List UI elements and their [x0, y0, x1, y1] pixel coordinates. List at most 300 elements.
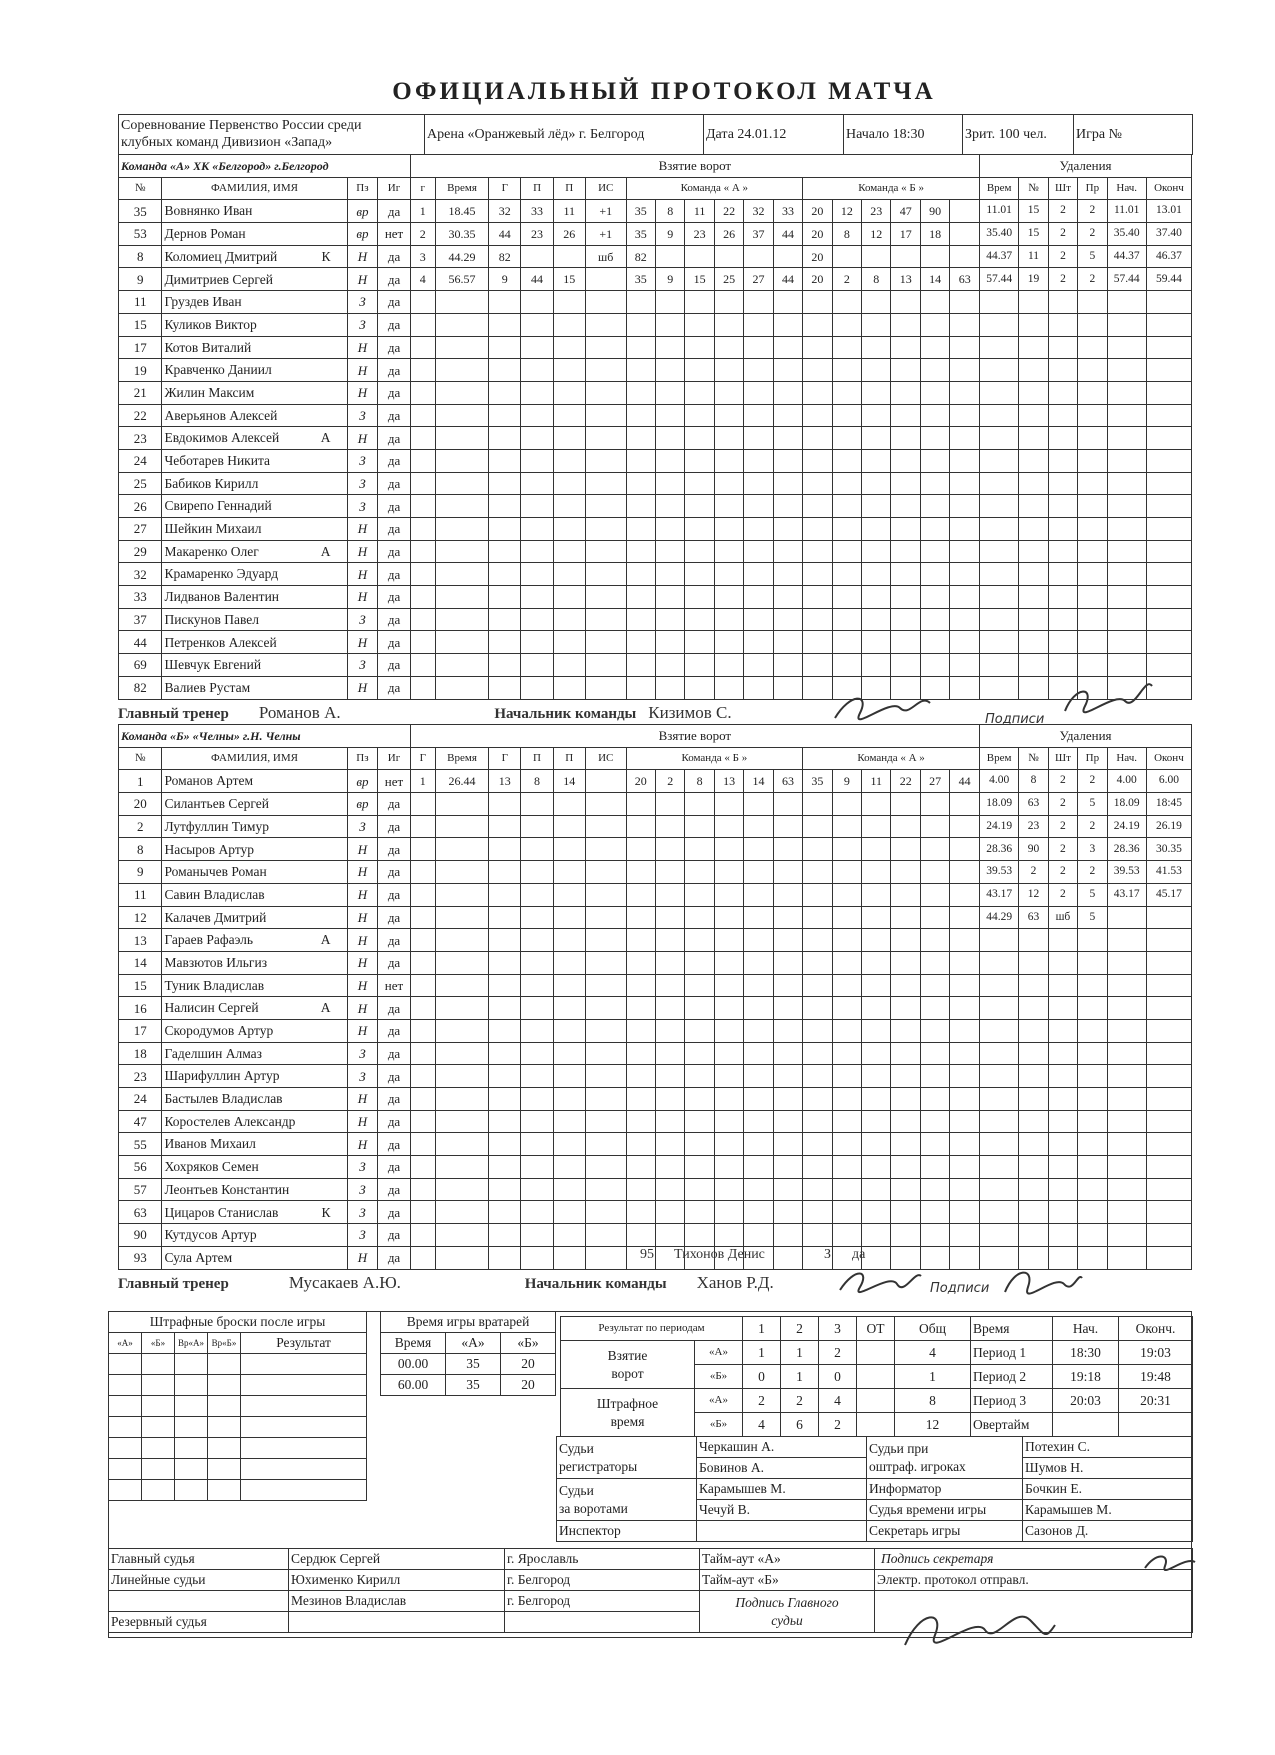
player-name — [162, 838, 347, 861]
player-number: 27 — [119, 518, 162, 541]
goal-cell — [862, 631, 891, 654]
goal-cell — [521, 1133, 553, 1156]
player-number: 69 — [119, 654, 162, 677]
goal-cell — [862, 906, 891, 929]
goal-cell — [521, 997, 553, 1020]
penalty-cell — [980, 676, 1019, 699]
linesman-1: Юхименко Кирилл — [289, 1570, 505, 1591]
penalty-cell — [1078, 404, 1107, 427]
player-row — [119, 518, 1192, 541]
penalty-cell: 39.53 — [980, 861, 1019, 884]
goal-cell — [714, 883, 743, 906]
penalty-cell — [1048, 427, 1077, 450]
goal-cell — [950, 1133, 980, 1156]
penalty-cell — [1078, 951, 1107, 974]
goal-cell — [950, 291, 980, 314]
goal-cell — [626, 974, 655, 997]
penalty-cell — [980, 427, 1019, 450]
goal-cell — [950, 404, 980, 427]
player-row — [119, 381, 1192, 404]
goal-cell — [891, 951, 920, 974]
player-position: Н — [347, 586, 378, 609]
goal-cell — [862, 1042, 891, 1065]
penalty-cell — [1107, 449, 1146, 472]
goal-cell — [744, 1201, 773, 1224]
goal-cell — [435, 997, 488, 1020]
goal-cell — [553, 974, 585, 997]
goal-cell: 56.57 — [435, 268, 488, 291]
goal-cell — [626, 336, 655, 359]
player-row — [119, 631, 1192, 654]
penalty-cell — [1048, 313, 1077, 336]
goal-cell: 12 — [862, 223, 891, 246]
penalties-header: Удаления — [980, 725, 1192, 748]
team-a-table — [118, 154, 1192, 700]
penalty-cell — [1019, 974, 1048, 997]
goalie-cell: 60.00 — [381, 1375, 446, 1396]
team-b-signatures-label: Подписи — [930, 1281, 990, 1296]
player-number: 21 — [119, 381, 162, 404]
penalty-cell: 59.44 — [1146, 268, 1191, 291]
goalie-col: Время — [381, 1333, 446, 1354]
goal-cell — [521, 815, 553, 838]
goal-cell — [655, 1133, 684, 1156]
goal-cell — [832, 793, 861, 816]
goal-cell: 30.35 — [435, 223, 488, 246]
goal-cell — [410, 1224, 435, 1247]
goal-cell: 1 — [410, 770, 435, 793]
penalty-cell — [1019, 518, 1048, 541]
goal-cell — [950, 1156, 980, 1179]
player-played: да — [378, 951, 410, 974]
goal-cell — [553, 359, 585, 382]
penalty-cell — [980, 997, 1019, 1020]
goal-cell — [521, 1042, 553, 1065]
goal-cell — [832, 631, 861, 654]
penalty-cell — [1107, 1178, 1146, 1201]
goal-cell — [744, 608, 773, 631]
player-name — [162, 540, 347, 563]
penalty-cell: 57.44 — [1107, 268, 1146, 291]
player-position: Н — [347, 974, 378, 997]
penalty-cell: 5 — [1078, 245, 1107, 268]
goal-cell — [950, 359, 980, 382]
goal-cell — [655, 518, 684, 541]
goal-cell — [803, 563, 832, 586]
player-position: Н — [347, 676, 378, 699]
shootouts-title: Штрафные броски после игры — [109, 1312, 367, 1333]
goal-cell — [920, 336, 949, 359]
goal-cell — [744, 883, 773, 906]
goal-cell — [489, 404, 521, 427]
match-header — [118, 114, 1193, 155]
goal-cell — [521, 404, 553, 427]
player-name-text: Скородумов Артур — [164, 1023, 274, 1039]
player-position: вр — [347, 223, 378, 246]
goal-cell: 11 — [553, 200, 585, 223]
shootouts-col: Вр«А» — [175, 1333, 208, 1354]
goal-cell — [920, 1088, 949, 1111]
player-name — [162, 815, 347, 838]
goal-cell — [655, 906, 684, 929]
penalty-cell: 2 — [1048, 223, 1077, 246]
goal-cell — [803, 997, 832, 1020]
goal-cell: 35 — [626, 200, 655, 223]
player-played: да — [378, 540, 410, 563]
penalties-header: Удаления — [980, 155, 1192, 178]
player-name — [162, 1178, 347, 1201]
penalty-cell — [1019, 1019, 1048, 1042]
goal-cell — [685, 449, 714, 472]
goal-cell — [832, 1133, 861, 1156]
penalty-cell — [1107, 495, 1146, 518]
goal-cell — [489, 906, 521, 929]
player-row — [119, 1110, 1192, 1133]
goal-cell — [553, 906, 585, 929]
player-name — [162, 586, 347, 609]
goals-header: Взятие ворот — [410, 725, 979, 748]
goal-cell — [489, 1224, 521, 1247]
goal-cell — [655, 793, 684, 816]
goal-cell: 20 — [626, 770, 655, 793]
goal-cell — [714, 495, 743, 518]
goal-cell — [832, 540, 861, 563]
goal-cell — [862, 449, 891, 472]
player-number: 13 — [119, 929, 162, 952]
penalty-cell — [1078, 1224, 1107, 1247]
player-row — [119, 997, 1192, 1020]
col-header: Пз — [347, 747, 378, 770]
goal-cell — [410, 472, 435, 495]
reg-judges-label: Судьи регистраторы — [557, 1437, 697, 1479]
player-played: да — [378, 1201, 410, 1224]
timekeeper-label: Судья времени игры — [867, 1500, 1023, 1521]
player-number: 23 — [119, 1065, 162, 1088]
player-position: Н — [347, 245, 378, 268]
goal-cell — [410, 1246, 435, 1269]
player-played: да — [378, 929, 410, 952]
goal-cell — [626, 472, 655, 495]
goal-cell — [920, 654, 949, 677]
main-referee-city: г. Ярославль — [505, 1549, 700, 1570]
penalty-cell: 23 — [1019, 815, 1048, 838]
goal-cell — [714, 291, 743, 314]
penalty-cell — [1019, 540, 1048, 563]
goal-cell — [744, 518, 773, 541]
goal-cell: 22 — [714, 200, 743, 223]
goal-cell — [489, 631, 521, 654]
player-position: Н — [347, 906, 378, 929]
goal-cell — [773, 883, 802, 906]
goal-cell — [773, 997, 802, 1020]
periods-col: ОТ — [857, 1317, 895, 1341]
goal-cell — [744, 472, 773, 495]
player-row — [119, 1088, 1192, 1111]
penalty-cell: 6.00 — [1146, 770, 1191, 793]
goal-cell: 20 — [803, 223, 832, 246]
penalty-cell — [1048, 540, 1077, 563]
penalty-cell — [980, 291, 1019, 314]
player-role: А — [320, 1000, 331, 1016]
penalty-cell — [1146, 336, 1191, 359]
goal-cell — [862, 974, 891, 997]
goal-cell — [950, 838, 980, 861]
goal-cell — [655, 676, 684, 699]
goal-cell: 8 — [685, 770, 714, 793]
goalie-cell: 35 — [446, 1375, 501, 1396]
pim-b-cell — [857, 1413, 895, 1437]
penalty-cell — [1107, 906, 1146, 929]
goal-cell — [832, 291, 861, 314]
goal-cell — [891, 540, 920, 563]
goal-cell: 9 — [655, 223, 684, 246]
goal-cell — [803, 906, 832, 929]
goal-cell — [585, 974, 626, 997]
goal-cell — [655, 495, 684, 518]
goal-cell — [410, 654, 435, 677]
goal-cell — [521, 313, 553, 336]
penalty-cell — [1048, 563, 1077, 586]
goal-cell — [714, 861, 743, 884]
goal-cell — [685, 540, 714, 563]
goal-cell — [773, 1110, 802, 1133]
goal-cell — [585, 929, 626, 952]
penalty-cell — [1146, 1246, 1191, 1269]
goal-cell — [489, 815, 521, 838]
player-row — [119, 223, 1192, 246]
goal-cell — [920, 472, 949, 495]
goal-cell: 9 — [489, 268, 521, 291]
goal-cell — [410, 631, 435, 654]
goal-cell — [832, 1088, 861, 1111]
goal-cell — [435, 1201, 488, 1224]
goal-cell — [920, 563, 949, 586]
player-name — [162, 1246, 347, 1269]
player-played: да — [378, 815, 410, 838]
team-a-staff: Главный тренер Романов А. Начальник команды Кизимов С. — [118, 703, 732, 722]
goal-cell — [553, 654, 585, 677]
goal-cell — [410, 793, 435, 816]
goal-cell — [685, 472, 714, 495]
goal-cell — [832, 815, 861, 838]
player-position: вр — [347, 200, 378, 223]
goal-cell — [521, 974, 553, 997]
goal-cell — [714, 1133, 743, 1156]
goal-cell — [435, 1178, 488, 1201]
goal-cell — [521, 336, 553, 359]
goal-cell — [773, 608, 802, 631]
goal-cell — [585, 608, 626, 631]
player-name — [162, 608, 347, 631]
goal-cell — [714, 1178, 743, 1201]
penalty-cell — [1019, 1201, 1048, 1224]
goal-cell — [489, 1042, 521, 1065]
goal-cell — [626, 586, 655, 609]
goal-cell — [862, 997, 891, 1020]
player-row — [119, 1019, 1192, 1042]
penalty-cell — [1146, 1065, 1191, 1088]
goal-cell — [553, 861, 585, 884]
team-b-second-signature — [1000, 1262, 1085, 1300]
player-name — [162, 495, 347, 518]
penalty-cell — [980, 929, 1019, 952]
penalty-cell: 2 — [1048, 883, 1077, 906]
period-label: Период 1 — [971, 1341, 1053, 1365]
penalty-cell: 2 — [1078, 223, 1107, 246]
goal-cell — [832, 336, 861, 359]
player-name — [162, 883, 347, 906]
penalty-cell — [1107, 1133, 1146, 1156]
player-role: А — [320, 932, 331, 948]
penalty-cell: 18.09 — [1107, 793, 1146, 816]
player-row — [119, 654, 1192, 677]
player-number: 56 — [119, 1156, 162, 1179]
penalty-cell — [1019, 1178, 1048, 1201]
goal-cell — [891, 1065, 920, 1088]
goal-cell — [891, 654, 920, 677]
goal-cell — [489, 883, 521, 906]
goal-cell — [773, 245, 802, 268]
player-name-text: Кравченко Даниил — [164, 362, 272, 378]
penalty-cell — [1146, 495, 1191, 518]
col-header: Нач. — [1107, 747, 1146, 770]
goal-cell — [435, 676, 488, 699]
col-header: П — [521, 177, 553, 200]
goal-cell — [891, 1110, 920, 1133]
penalty-cell — [1019, 1065, 1048, 1088]
goal-cell — [489, 1065, 521, 1088]
goal-cell: 2 — [410, 223, 435, 246]
penalty-cell — [1048, 381, 1077, 404]
goal-cell — [950, 427, 980, 450]
penalty-cell: 30.35 — [1146, 838, 1191, 861]
penalty-cell — [1146, 1019, 1191, 1042]
player-position: З — [347, 495, 378, 518]
goal-cell — [435, 929, 488, 952]
match-date: Дата 24.01.12 — [704, 115, 844, 155]
penalty-cell: 4.00 — [980, 770, 1019, 793]
goal-cell — [832, 997, 861, 1020]
col-header: Шт — [1048, 747, 1077, 770]
player-played: да — [378, 793, 410, 816]
shootouts-result-label: Результат — [241, 1333, 367, 1354]
goal-cell — [655, 1088, 684, 1111]
penalty-cell: 57.44 — [980, 268, 1019, 291]
goal-cell — [920, 815, 949, 838]
goal-cell — [553, 1088, 585, 1111]
goal-judges-label: Судьи за воротами — [557, 1479, 697, 1521]
goal-cell — [714, 1224, 743, 1247]
goal-cell — [685, 1042, 714, 1065]
goal-cell — [891, 1224, 920, 1247]
goal-cell — [585, 883, 626, 906]
player-position: Н — [347, 268, 378, 291]
goal-cell: 32 — [744, 200, 773, 223]
player-played: да — [378, 906, 410, 929]
goal-cell — [410, 381, 435, 404]
team-title: Команда «Б» «Челны» г.Н. Челны — [119, 725, 411, 748]
goal-cell — [553, 1246, 585, 1269]
player-name — [162, 291, 347, 314]
player-name — [162, 1019, 347, 1042]
goal-cell — [862, 883, 891, 906]
player-played: да — [378, 676, 410, 699]
goal-cell — [626, 313, 655, 336]
penalty-cell — [1107, 381, 1146, 404]
player-row — [119, 563, 1192, 586]
penalty-cell — [980, 472, 1019, 495]
penalty-cell — [1107, 1246, 1146, 1269]
goal-cell — [773, 313, 802, 336]
goal-cell — [685, 838, 714, 861]
penalty-cell — [1146, 929, 1191, 952]
goal-cell — [410, 929, 435, 952]
goal-cell — [803, 427, 832, 450]
col-header: Время — [435, 177, 488, 200]
goal-cell — [435, 838, 488, 861]
player-number: 15 — [119, 313, 162, 336]
goal-cell — [685, 1088, 714, 1111]
col-header: Шт — [1048, 177, 1077, 200]
goal-cell — [744, 906, 773, 929]
periods-col: 3 — [819, 1317, 857, 1341]
period-label: Период 3 — [971, 1389, 1053, 1413]
penalty-cell — [1146, 540, 1191, 563]
player-position: Н — [347, 997, 378, 1020]
penalty-cell — [1107, 1201, 1146, 1224]
penalty-cell — [1146, 313, 1191, 336]
penalty-cell — [1048, 291, 1077, 314]
team-b-label: «Б» — [695, 1365, 743, 1389]
player-played: да — [378, 1065, 410, 1088]
goal-cell: 82 — [489, 245, 521, 268]
goal-cell: 44 — [950, 770, 980, 793]
goal-cell — [950, 336, 980, 359]
goal-cell — [920, 861, 949, 884]
penalty-cell — [1146, 472, 1191, 495]
goal-cell: 9 — [832, 770, 861, 793]
goal-cell — [744, 449, 773, 472]
reg-judge-a: Черкашин А. — [697, 1437, 867, 1458]
penalty-cell — [1107, 359, 1146, 382]
goal-cell — [553, 495, 585, 518]
goal-cell — [585, 427, 626, 450]
penalty-cell — [1107, 472, 1146, 495]
periods-col: 2 — [781, 1317, 819, 1341]
player-position: З — [347, 1156, 378, 1179]
goal-cell — [435, 449, 488, 472]
player-name — [162, 313, 347, 336]
goal-cell: 11 — [862, 770, 891, 793]
penalty-cell: 18.09 — [980, 793, 1019, 816]
goal-cell — [585, 1110, 626, 1133]
player-played: да — [378, 654, 410, 677]
penalty-cell — [1146, 404, 1191, 427]
player-name-text: Калачев Дмитрий — [164, 909, 267, 925]
penalty-cell: 15 — [1019, 223, 1048, 246]
goal-cell — [950, 200, 980, 223]
goal-cell — [655, 472, 684, 495]
goal-cell — [920, 381, 949, 404]
goal-cell — [832, 427, 861, 450]
player-name-text: Груздев Иван — [164, 294, 242, 310]
goal-cell — [773, 495, 802, 518]
penalty-cell — [980, 1088, 1019, 1111]
goal-cell — [744, 1156, 773, 1179]
goal-cell — [521, 654, 553, 677]
col-header: ФАМИЛИЯ, ИМЯ — [162, 177, 347, 200]
goal-cell — [714, 906, 743, 929]
